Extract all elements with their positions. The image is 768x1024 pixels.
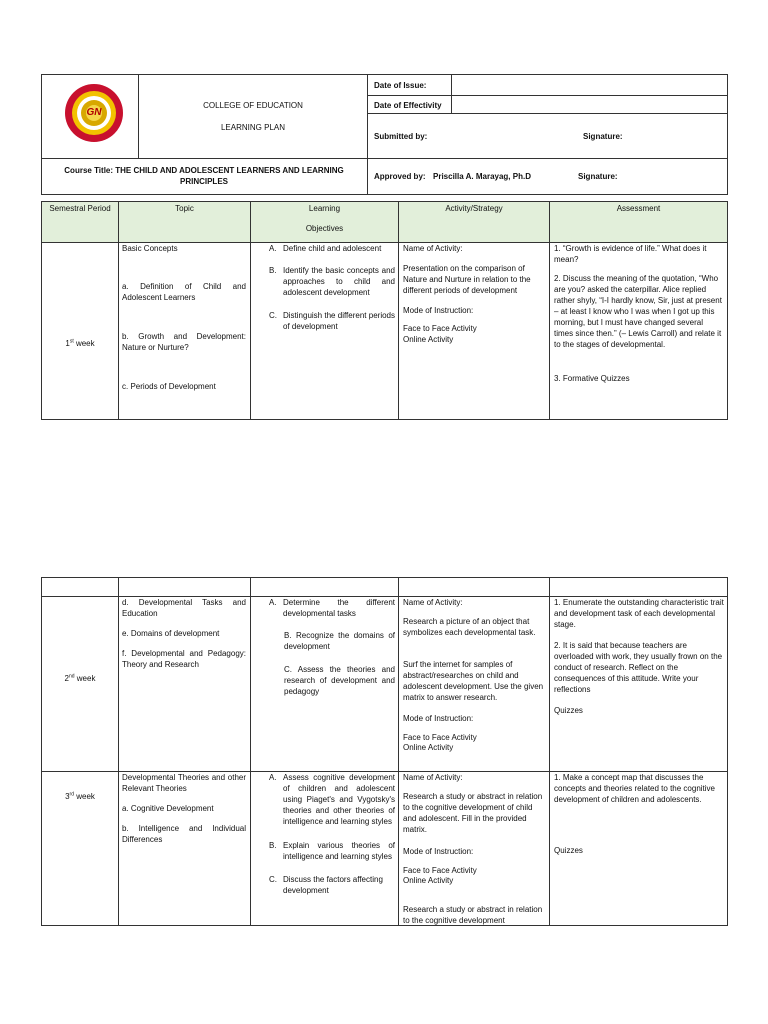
week1-activity-mode2: Online Activity	[403, 335, 454, 344]
col-header-topic-text: Topic	[175, 204, 194, 213]
week2-period-ordinal: nd	[68, 673, 75, 680]
week3-activity-name-label: Name of Activity:	[403, 773, 463, 782]
week2-topic-0: d. Developmental Tasks and Education	[122, 598, 246, 618]
logo-initials: GN	[86, 107, 102, 118]
course-title-value: THE CHILD AND ADOLESCENT LEARNERS AND LEARNING PRINCIPLES	[115, 166, 344, 186]
week1-objective-0-text: Define child and adolescent	[283, 244, 382, 253]
week3-activity-extra: Research a study or abstract in relation to the cognitive development	[403, 905, 543, 925]
week2-activity-mode1: Face to Face Activity	[403, 733, 477, 742]
week2-activity-name-label: Name of Activity:	[403, 598, 463, 607]
week2-topic-2: f. Developmental and Pedagogy: Theory and Research	[122, 649, 246, 669]
week1-topic-1: a. Definition of Child and Adolescent Learners	[122, 282, 246, 302]
week3-activity-mode-label: Mode of Instruction:	[403, 847, 474, 856]
approved-by-name: Priscilla A. Marayag, Ph.D	[433, 172, 531, 181]
week1-topic-3: c. Periods of Development	[122, 382, 216, 391]
college-name: COLLEGE OF EDUCATION	[203, 101, 303, 110]
week2-topic-cell	[118, 596, 251, 772]
week3-objective-1	[269, 840, 395, 862]
week2-period	[41, 673, 119, 684]
course-title	[47, 165, 361, 187]
week3-activity-mode1: Face to Face Activity	[403, 866, 477, 875]
date-of-effectivity-value	[451, 95, 728, 114]
week1-assessment-2: 3. Formative Quizzes	[554, 374, 630, 383]
table2-header-semestral	[41, 577, 119, 597]
week1-period-number: 1	[65, 339, 70, 348]
week1-assessment-0: 1. “Growth is evidence of life.” What does it mean?	[554, 244, 707, 264]
week3-assessment-1: Quizzes	[554, 846, 583, 855]
week2-objective-0	[269, 597, 395, 619]
week2-assessment-0: 1. Enumerate the outstanding characteristic trait and development task of each developmental stage.	[554, 598, 724, 629]
course-title-label: Course Title:	[64, 166, 114, 175]
week1-objective-2-marker: C.	[269, 311, 277, 320]
week2-period-number: 2	[64, 674, 69, 683]
week1-period	[41, 338, 119, 349]
week1-objective-0-marker: A.	[269, 244, 277, 253]
week1-objective-0	[269, 243, 395, 254]
date-of-issue-value	[451, 74, 728, 96]
date-of-effectivity-label: Date of Effectivity	[374, 101, 442, 110]
week3-objective-1-text: Explain various theories of intelligence and learning styles	[283, 841, 395, 861]
col-header-activity-text: Activity/Strategy	[445, 204, 503, 213]
week1-objective-2	[269, 310, 395, 332]
week1-activity-description: Presentation on the comparison of Nature and Nurture in relation to the different periods of development	[403, 264, 531, 295]
week2-activity-mode2: Online Activity	[403, 743, 454, 752]
week3-topic-0: Developmental Theories and other Relevant Theories	[122, 773, 246, 793]
week3-topic-1: a. Cognitive Development	[122, 804, 214, 813]
week1-objective-1	[269, 265, 395, 298]
header-title-cell	[138, 74, 368, 159]
week1-objective-1-marker: B.	[269, 266, 277, 275]
document-type: LEARNING PLAN	[220, 123, 286, 132]
week3-period-word: week	[74, 792, 95, 801]
week2-activity-mode-label: Mode of Instruction:	[403, 714, 474, 723]
week1-period-ordinal: st	[69, 338, 74, 345]
table2-header-activity	[398, 577, 550, 597]
week2-objective-0-marker: A.	[269, 598, 277, 607]
week1-topic-0: Basic Concepts	[122, 244, 178, 253]
week3-activity-mode2: Online Activity	[403, 876, 454, 885]
week3-objective-0	[269, 772, 395, 827]
week3-period	[41, 791, 119, 802]
week2-period-cell	[41, 596, 119, 772]
week3-period-ordinal: rd	[69, 791, 74, 798]
table2-header-assessment	[549, 577, 728, 597]
date-of-issue-label: Date of Issue:	[374, 81, 427, 90]
week1-activity-mode-label: Mode of Instruction:	[403, 306, 474, 315]
week1-period-word: week	[73, 339, 95, 348]
week2-topic-1: e. Domains of development	[122, 629, 220, 638]
col-header-assessment-text: Assessment	[616, 204, 661, 213]
week1-activity-name-label: Name of Activity:	[403, 244, 463, 253]
week3-objective-2-text: Discuss the factors affecting development	[283, 875, 383, 895]
week3-objective-1-marker: B.	[269, 841, 277, 850]
week3-objective-2-marker: C.	[269, 875, 277, 884]
week3-period-number: 3	[65, 792, 70, 801]
submitted-by-label: Submitted by:	[374, 132, 428, 141]
approved-by-label: Approved by:	[374, 172, 426, 181]
week1-activity-mode1: Face to Face Activity	[403, 324, 477, 333]
week3-assessment-0: 1. Make a concept map that discusses the concepts and theories related to the cognitive development of children and adolescents.	[554, 773, 715, 804]
col-header-objectives-text: Objectives	[305, 224, 344, 233]
week3-topic-2: b. Intelligence and Individual Differences	[122, 824, 246, 844]
table2-header-objectives	[250, 577, 399, 597]
week2-objective-0-text: Determine the different developmental tasks	[283, 598, 395, 618]
signature-label: Signature:	[583, 132, 623, 141]
week2-period-word: week	[74, 674, 96, 683]
week3-topic-cell	[118, 771, 251, 926]
college-seal-logo	[64, 83, 124, 143]
week3-objective-0-marker: A.	[269, 773, 277, 782]
week2-assessment-1: 2. It is said that because teachers are overloaded with work, they usually frown on the conduct of research. Reflect on the consequences of this attitude. Write your reflections	[554, 641, 723, 694]
col-header-learning-text: Learning	[308, 204, 341, 213]
col-header-semestral-period-text: Semestral Period	[49, 204, 111, 213]
approved-signature-label: Signature:	[578, 172, 618, 181]
table2-header-topic	[118, 577, 251, 597]
week1-period-cell	[41, 242, 119, 420]
week1-objective-2-text: Distinguish the different periods of development	[283, 311, 395, 331]
week1-topic-2: b. Growth and Development: Nature or Nurture?	[122, 332, 246, 352]
week2-objective-1: B. Recognize the domains of development	[284, 631, 395, 651]
week1-objective-1-text: Identify the basic concepts and approaches to child and adolescent development	[283, 266, 395, 297]
week3-activity-description: Research a study or abstract in relation to the cognitive development of child and adolescent. Fill in the provided matrix.	[403, 792, 543, 834]
week2-objective-2: C. Assess the theories and research of development and pedagogy	[284, 665, 395, 696]
week3-objective-0-text: Assess cognitive development of children and adolescent using Piaget's and Vygotsky's theories and other theories of intelligence and learning styles	[283, 773, 395, 826]
week2-activity-description2: Surf the internet for samples of abstract/researches on child and adolescent development. Use the given matrix to answer research.	[403, 660, 544, 702]
week1-assessment-1: 2. Discuss the meaning of the quotation, “Who are you? asked the caterpillar. Alice replied rather shyly, “I-I hardly know, Sir, just at present – at least I know who I was when I got up this morning, but I must have changed several times since then.” (– Lewis Carroll) and relate it to the stages of developmental.	[554, 274, 722, 349]
week3-objective-2	[269, 874, 395, 896]
week2-assessment-2: Quizzes	[554, 706, 583, 715]
week2-activity-description: Research a picture of an object that symbolizes each developmental task.	[403, 617, 536, 637]
